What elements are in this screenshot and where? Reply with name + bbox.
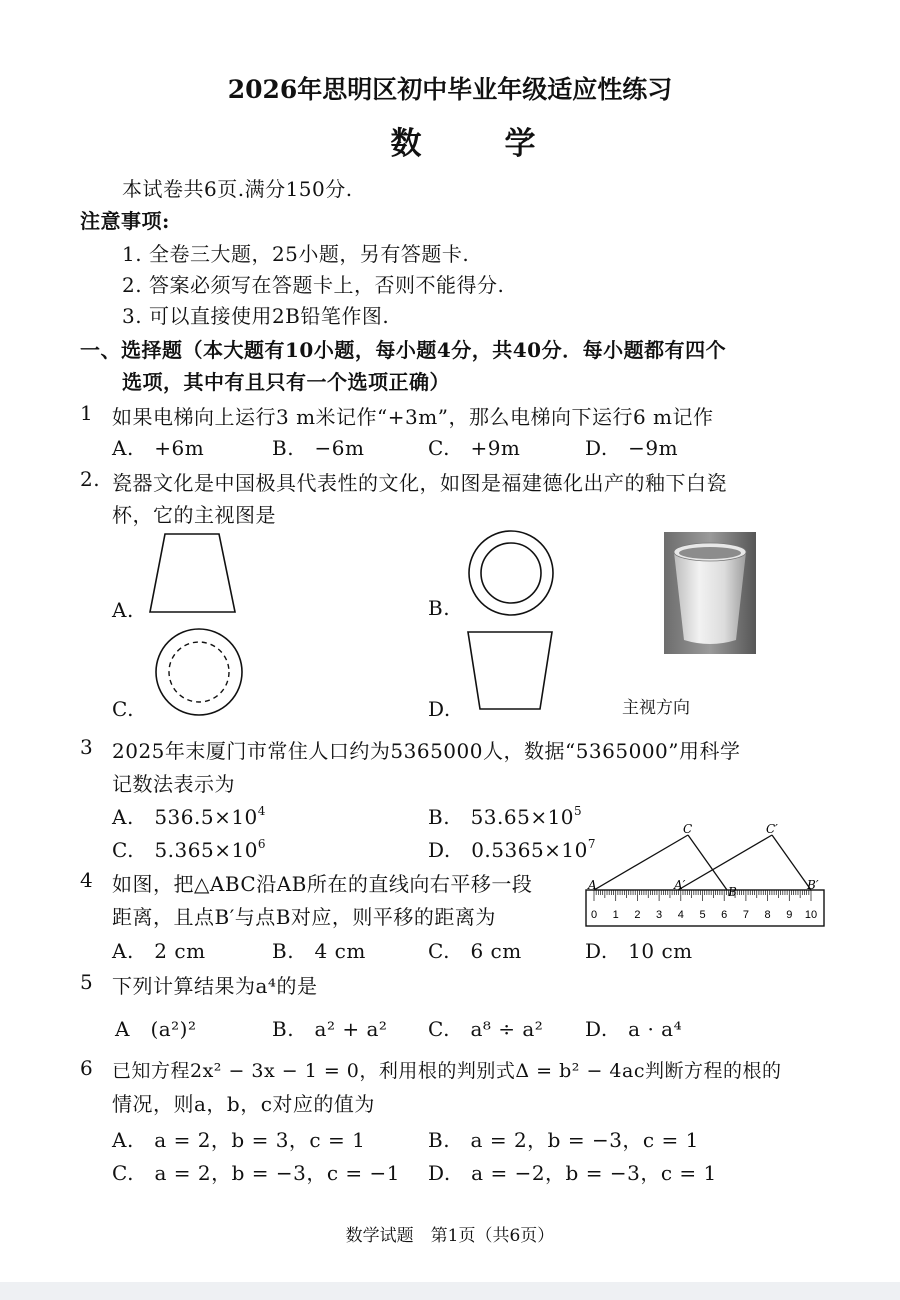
q2-figure-double-circle — [466, 528, 558, 620]
q6-option-d: D. a = −2，b = −3，c = 1 — [428, 1161, 717, 1185]
q6-option-a: A. a = 2，b = 3，c = 1 — [112, 1128, 366, 1152]
q6-number: 6 — [80, 1056, 94, 1080]
ruler-numbers — [591, 909, 817, 921]
section-heading-line1: 一、选择题（本大题有10小题，每小题4分，共40分．每小题都有四个 — [80, 338, 727, 362]
note-item-3: 3. 可以直接使用2B铅笔作图. — [122, 304, 390, 328]
q2-label-a: A. — [112, 598, 134, 622]
notes-heading: 注意事项: — [80, 209, 170, 233]
q3-stem-line2: 记数法表示为 — [112, 772, 235, 796]
note-item-2: 2. 答案必须写在答题卡上，否则不能得分. — [122, 273, 505, 297]
section-heading-line2: 选项，其中有且只有一个选项正确） — [122, 370, 450, 394]
segment-bc — [688, 835, 727, 890]
note-item-1: 1. 全卷三大题，25小题，另有答题卡. — [122, 242, 470, 266]
q5-option-b: B. a² + a² — [272, 1017, 388, 1041]
ruler-number: 4 — [677, 909, 684, 921]
ruler-number: 7 — [742, 909, 749, 921]
q1-number: 1 — [80, 401, 94, 425]
page-footer: 数学试题 第1页（共6页） — [345, 1226, 555, 1246]
q2-label-b: B. — [428, 596, 451, 620]
point-a-label: A — [588, 878, 597, 892]
q5-number: 5 — [80, 970, 94, 994]
point-b-label: B — [728, 885, 737, 899]
ruler-number: 3 — [656, 909, 663, 921]
q5-option-a: A (a²)² — [115, 1017, 197, 1041]
point-c-prime-label: C′ — [766, 822, 778, 836]
ruler-number: 5 — [699, 909, 706, 921]
ruler-number: 8 — [764, 909, 771, 921]
point-b-prime-label: B′ — [807, 878, 819, 892]
q2-figure-trapezoid-wide-top — [466, 629, 558, 713]
q3-option-d: D. $0.5365\times 10^7$ — [428, 837, 597, 862]
q1-option-a: A. +6m — [112, 436, 205, 460]
q1-option-d: D. −9m — [585, 436, 679, 460]
q2-figure-circle-dashed — [154, 627, 246, 719]
point-a-prime-label: A′ — [674, 878, 686, 892]
q5-stem: 下列计算结果为a⁴的是 — [112, 974, 318, 998]
ruler-number: 6 — [721, 909, 728, 921]
q6-stem-line2: 情况，则a，b，c对应的值为 — [112, 1092, 375, 1116]
q2-stem-line1: 瓷器文化是中国极具代表性的文化，如图是福建德化出产的釉下白瓷 — [112, 471, 727, 495]
exam-title: 2026年思明区初中毕业年级适应性练习 — [227, 75, 673, 104]
ruler-number: 10 — [804, 909, 818, 921]
q3-option-c: C. $5.365\times 10^6$ — [112, 837, 267, 862]
q1-option-c: C. +9m — [428, 436, 521, 460]
q4-option-c: C. 6 cm — [428, 939, 522, 963]
bottom-strip — [0, 1282, 900, 1300]
subject-title: 数 学 — [390, 126, 562, 162]
q1-option-b: B. −6m — [272, 436, 365, 460]
q2-label-d: D. — [428, 697, 451, 721]
ruler-number: 0 — [590, 909, 598, 921]
translation-ruler-figure — [580, 820, 830, 930]
q4-stem-line2: 距离，且点B′与点B对应，则平移的距离为 — [112, 905, 496, 929]
q3-stem-line1: 2025年末厦门市常住人口约为5365000人，数据“5365000”用科学 — [112, 739, 741, 763]
porcelain-cup-photo — [664, 532, 756, 654]
exam-intro: 本试卷共6页.满分150分. — [122, 177, 353, 201]
q3-number: 3 — [80, 735, 94, 759]
q4-stem-line1: 如图，把△ABC沿AB所在的直线向右平移一段 — [112, 872, 533, 896]
q6-stem-line1: 已知方程2x² − 3x − 1 = 0，利用根的判别式Δ = b² − 4ac判断方程的根的 — [112, 1060, 782, 1082]
q2-number: 2. — [80, 467, 101, 491]
ruler-number: 9 — [786, 909, 793, 921]
q4-option-b: B. 4 cm — [272, 939, 366, 963]
q4-option-a: A. 2 cm — [112, 939, 206, 963]
q4-number: 4 — [80, 868, 94, 892]
q2-label-c: C. — [112, 697, 134, 721]
segment-a-prime-c-prime — [678, 835, 772, 890]
q4-option-d: D. 10 cm — [585, 939, 693, 963]
ruler-number: 2 — [634, 909, 641, 921]
q1-stem: 如果电梯向上运行3 m米记作“+3m”，那么电梯向下运行6 m记作 — [112, 405, 714, 429]
q6-option-b: B. a = 2，b = −3，c = 1 — [428, 1128, 699, 1152]
ruler-number: 1 — [612, 909, 619, 921]
q2-figure-trapezoid-wide-bottom — [145, 532, 245, 617]
segment-b-prime-c-prime — [772, 835, 811, 890]
view-direction-caption: 主视方向 — [622, 698, 690, 718]
q3-option-b: B. $53.65\times 10^5$ — [428, 804, 583, 829]
ruler-ticks — [594, 890, 811, 901]
q6-option-c: C. a = 2，b = −3，c = −1 — [112, 1161, 400, 1185]
q5-option-d: D. a · a⁴ — [585, 1017, 683, 1041]
q5-option-c: C. a⁸ ÷ a² — [428, 1017, 544, 1041]
q3-option-a: A. $536.5\times 10^4$ — [112, 804, 266, 829]
q2-stem-line2: 杯，它的主视图是 — [112, 503, 276, 527]
point-c-label: C — [683, 822, 693, 836]
